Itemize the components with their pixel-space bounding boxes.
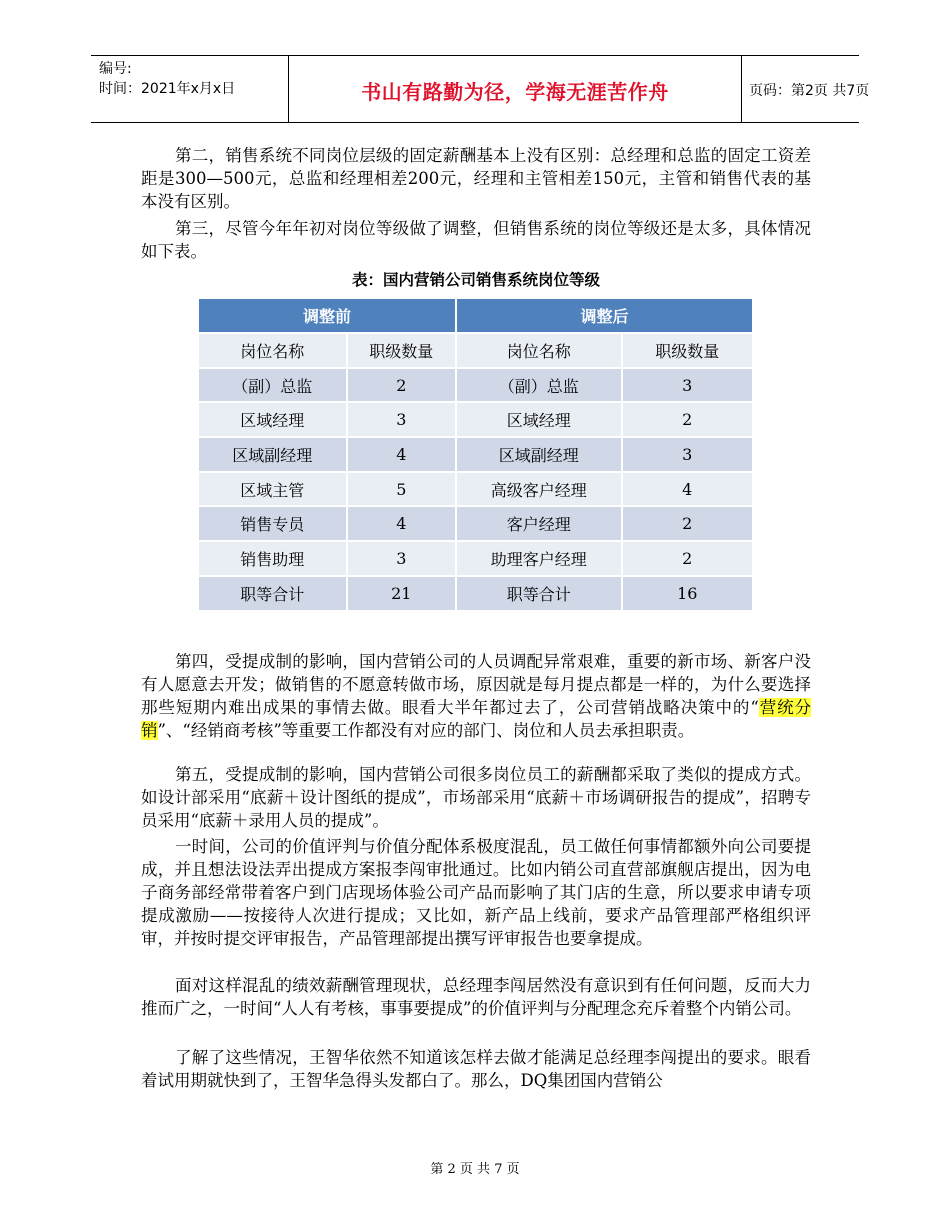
- table-column-header: [199, 334, 752, 369]
- cell-position-before: 销售专员: [199, 507, 348, 542]
- group-before-header: 调整前: [199, 299, 457, 334]
- cell-levels-after: 2: [623, 542, 753, 577]
- cell-position-after: 高级客户经理: [457, 473, 622, 508]
- table-row: [199, 369, 752, 404]
- cell-levels-before: 4: [348, 438, 458, 473]
- col-name-after: 岗位名称: [457, 334, 622, 369]
- table-row: [199, 507, 752, 542]
- header-page-number: 页码：第2页 共7页: [749, 83, 870, 99]
- header-motto: 书山有路勤为径，学海无涯苦作舟: [361, 80, 669, 104]
- table-row: [199, 473, 752, 508]
- cell-position-after: 助理客户经理: [457, 542, 622, 577]
- cell-levels-before: 3: [348, 542, 458, 577]
- cell-position-before: 销售助理: [199, 542, 348, 577]
- table-row: [199, 403, 752, 438]
- cell-levels-before: 2: [348, 369, 458, 404]
- table-row: [199, 577, 752, 612]
- cell-position-after: 区域经理: [457, 403, 622, 438]
- cell-position-after: （副）总监: [457, 369, 622, 404]
- cell-levels-before: 5: [348, 473, 458, 508]
- cell-position-before: 区域经理: [199, 403, 348, 438]
- paragraph-eighth: 了解了这些情况，王智华依然不知道该怎样去做才能满足总经理李闯提出的要求。眼看着试用期就快到了，王智华急得头发都白了。那么，DQ集团国内营销公: [141, 1048, 811, 1090]
- cell-levels-before: 3: [348, 403, 458, 438]
- cell-position-after: 区域副经理: [457, 438, 622, 473]
- table-group-header: [199, 299, 752, 334]
- position-level-table: [199, 299, 752, 612]
- paragraph-second: 第二，销售系统不同岗位层级的固定薪酬基本上没有区别：总经理和总监的固定工资差距是300—500元，总监和经理相差200元，经理和主管相差150元，主管和销售代表的基本没有区别。: [141, 146, 811, 211]
- col-name-before: 岗位名称: [199, 334, 348, 369]
- cell-levels-before: 21: [348, 577, 458, 612]
- p4-text-a: 第四，受提成制的影响，国内营销公司的人员调配异常艰难，重要的新市场、新客户没有人愿意去开发；做销售的不愿意转做市场，原因就是每月提点都是一样的，为什么要选择那些短期内难出成果的事情去做。眼看大半年都过去了，公司营销战略决策中的“: [141, 652, 811, 717]
- cell-position-before: 区域主管: [199, 473, 348, 508]
- cell-levels-after: 2: [623, 403, 753, 438]
- paragraph-seventh: 面对这样混乱的绩效薪酬管理现状，总经理李闯居然没有意识到有任何问题，反而大力推而广之，一时间“人人有考核，事事要提成”的价值评判与分配理念充斥着整个内销公司。: [141, 976, 811, 1018]
- cell-levels-after: 3: [623, 369, 753, 404]
- group-after-header: 调整后: [457, 299, 752, 334]
- cell-position-after: 客户经理: [457, 507, 622, 542]
- cell-levels-after: 16: [623, 577, 753, 612]
- table-row: [199, 542, 752, 577]
- table-caption: 表：国内营销公司销售系统岗位等级: [351, 271, 600, 289]
- paragraph-fourth: [141, 650, 811, 742]
- col-levels-after: 职级数量: [623, 334, 753, 369]
- document-time-label: 时间：2021年x月x日: [99, 81, 236, 97]
- highlighted-term: 营统分销: [141, 698, 812, 740]
- p4-text-b: ”、“经销商考核”等重要工作都没有对应的部门、岗位和人员去承担职责。: [157, 721, 695, 740]
- header-motto-cell: [288, 56, 742, 122]
- col-levels-before: 职级数量: [348, 334, 458, 369]
- cell-levels-before: 4: [348, 507, 458, 542]
- cell-levels-after: 4: [623, 473, 753, 508]
- document-number-label: 编号:: [99, 61, 132, 77]
- header-page-cell: [741, 56, 870, 122]
- page-header: [91, 55, 870, 123]
- cell-position-before: （副）总监: [199, 369, 348, 404]
- paragraph-fifth: 第五，受提成制的影响，国内营销公司很多岗位员工的薪酬都采取了类似的提成方式。如设计部采用“底薪＋设计图纸的提成”，市场部采用“底薪＋市场调研报告的提成”，招聘专员采用“底薪＋录用人员的提成”。: [141, 765, 811, 830]
- cell-position-before: 职等合计: [199, 577, 348, 612]
- cell-position-after: 职等合计: [457, 577, 622, 612]
- cell-levels-after: 3: [623, 438, 753, 473]
- cell-levels-after: 2: [623, 507, 753, 542]
- header-meta: [91, 56, 288, 122]
- table-row: [199, 438, 752, 473]
- cell-position-before: 区域副经理: [199, 438, 348, 473]
- paragraph-sixth: 一时间，公司的价值评判与价值分配体系极度混乱，员工做任何事情都额外向公司要提成，并且想法设法弄出提成方案报李闯审批通过。比如内销公司直营部旗舰店提出，因为电子商务部经常带着客户到门店现场体验公司产品而影响了其门店的生意，所以要求申请专项提成激励——按接待人次进行提成；又比如，新产品上线前，要求产品管理部严格组织评审，并按时提交评审报告，产品管理部提出撰写评审报告也要拿提成。: [141, 837, 811, 948]
- paragraph-third: 第三，尽管今年年初对岗位等级做了调整，但销售系统的岗位等级还是太多，具体情况如下表。: [141, 219, 811, 261]
- page-footer: 第 2 页 共 7 页: [430, 1162, 520, 1177]
